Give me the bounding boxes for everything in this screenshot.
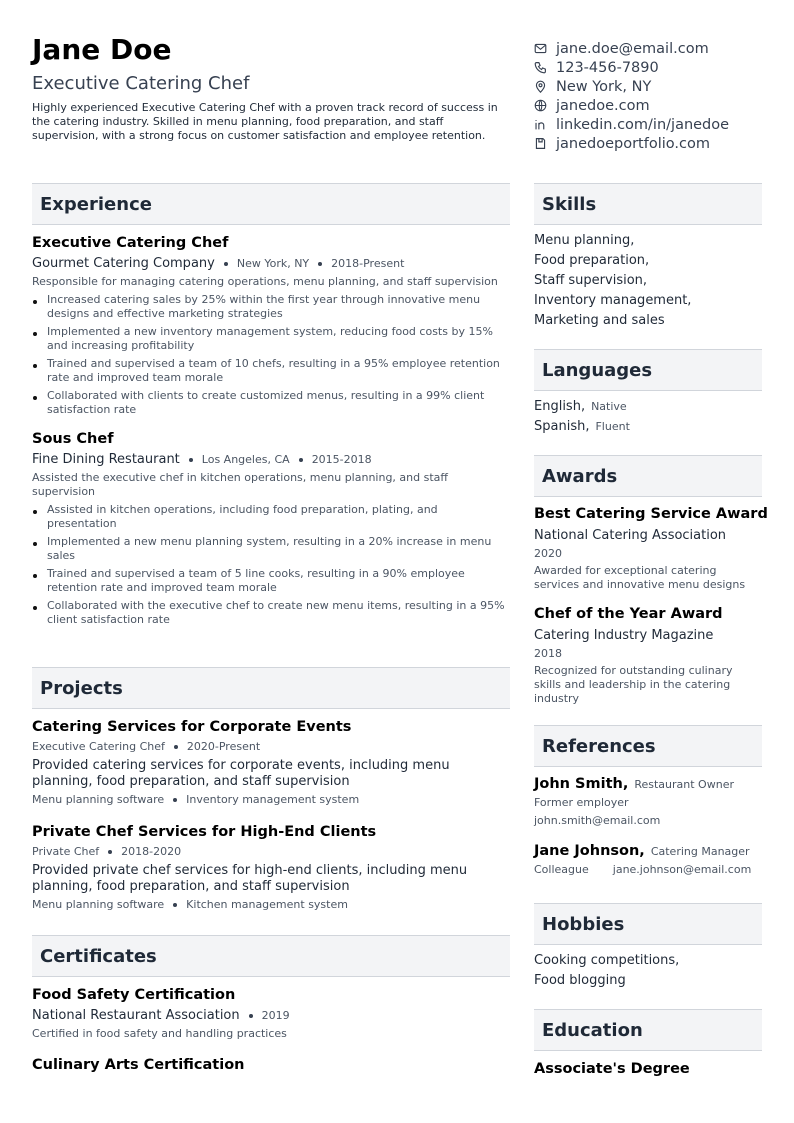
- certificate-year: 2019: [261, 1009, 290, 1022]
- reference-line: [534, 776, 762, 792]
- location-pin-icon: [534, 80, 547, 93]
- certificates-header: [32, 935, 510, 977]
- experience-item: [32, 234, 510, 417]
- certificate-issuer: National Restaurant Association: [32, 1008, 240, 1023]
- project-role: Executive Catering Chef: [32, 740, 165, 753]
- skill-item: Food preparation,: [534, 253, 650, 268]
- reference-item: [534, 776, 762, 830]
- project-role: Private Chef: [32, 845, 100, 858]
- projects-section: [32, 667, 510, 913]
- contact-location: [534, 77, 774, 96]
- award-org: National Catering Association: [534, 528, 727, 543]
- reference-relation: Colleague: [534, 863, 589, 876]
- achievement: Implemented a new menu planning system, resulting in a 20% increase in menu sales: [32, 535, 510, 563]
- award-item: [534, 505, 768, 592]
- project-title: Private Chef Services for High-End Clients: [32, 824, 377, 840]
- language-level: Fluent: [595, 420, 630, 433]
- certificate-item: [32, 1056, 510, 1074]
- linkedin-icon: [534, 118, 547, 131]
- portfolio-icon: [534, 137, 547, 150]
- reference-name: John Smith,: [534, 776, 629, 792]
- project-dates: 2018-2020: [121, 845, 182, 858]
- languages-section: [534, 349, 762, 437]
- contact-portfolio-text: janedoeportfolio.com: [556, 135, 710, 152]
- award-title: Chef of the Year Award: [534, 606, 723, 622]
- job-dates: 2018-Present: [331, 257, 405, 270]
- experience-section: [32, 183, 510, 631]
- skill-item: Menu planning,: [534, 233, 635, 248]
- award-description: Awarded for exceptional catering services and innovative menu designs: [534, 564, 746, 591]
- languages-list: [534, 397, 762, 437]
- achievement: Trained and supervised a team of 5 line cooks, resulting in a 90% employee retention rate and improved team morale: [32, 567, 510, 595]
- project-title: Catering Services for Corporate Events: [32, 719, 352, 735]
- project-tools: [32, 897, 510, 913]
- contact-list: [534, 39, 774, 153]
- reference-role: Restaurant Owner: [634, 778, 734, 791]
- reference-name: Jane Johnson,: [534, 843, 645, 859]
- languages-heading: Languages: [542, 359, 653, 381]
- achievement: Collaborated with the executive chef to create new menu items, resulting in a 95% client satisfaction rate: [32, 599, 510, 627]
- reference-item: [534, 843, 762, 879]
- award-item: [534, 605, 762, 706]
- job-meta: [32, 451, 510, 469]
- reference-email[interactable]: john.smith@email.com: [534, 814, 661, 827]
- summary: Highly experienced Executive Catering Chef with a proven track record of success in the catering industry. Skilled in menu planning, food preparation, and staff supervision, with a strong focus on customer satisfaction and employee retention.: [32, 101, 498, 142]
- certificate-meta: [32, 1007, 510, 1025]
- languages-header: [534, 349, 762, 391]
- project-tool: Menu planning software: [32, 898, 165, 911]
- contact-phone-text: 123-456-7890: [556, 59, 659, 76]
- candidate-title: Executive Catering Chef: [32, 73, 250, 94]
- achievement: Trained and supervised a team of 10 chefs, resulting in a 95% employee retention rate and improved team morale: [32, 357, 510, 385]
- reference-email[interactable]: jane.johnson@email.com: [612, 863, 752, 876]
- award-title: Best Catering Service Award: [534, 506, 768, 522]
- job-achievements: [32, 293, 510, 417]
- hobbies-header: [534, 903, 762, 945]
- candidate-name: Jane Doe: [32, 33, 172, 66]
- award-org: Catering Industry Magazine: [534, 628, 714, 643]
- job-meta: [32, 255, 510, 273]
- project-item: [32, 823, 510, 913]
- language-name: Spanish,: [534, 419, 590, 434]
- hobby-item: Cooking competitions,: [534, 953, 680, 968]
- contact-website-text: janedoe.com: [556, 97, 650, 114]
- project-meta: [32, 739, 510, 755]
- achievement: Increased catering sales by 25% within the first year through innovative menu designs and effective marketing strategies: [32, 293, 510, 321]
- achievement: Assisted in kitchen operations, including food preparation, plating, and presentation: [32, 503, 510, 531]
- project-tools: [32, 792, 510, 808]
- education-header: [534, 1009, 762, 1051]
- award-year: 2018: [534, 647, 562, 660]
- hobby-item: Food blogging: [534, 973, 626, 988]
- project-description: Provided catering services for corporate events, including menu planning, food preparation, and staff supervision: [32, 758, 450, 789]
- certificate-title: Culinary Arts Certification: [32, 1057, 245, 1073]
- language-item: [534, 417, 762, 437]
- header: [32, 34, 502, 143]
- project-tool: Kitchen management system: [186, 898, 348, 911]
- skill-item: Marketing and sales: [534, 313, 665, 328]
- language-level: Native: [591, 400, 627, 413]
- job-title: Executive Catering Chef: [32, 235, 229, 251]
- hobbies-section: [534, 903, 762, 991]
- skill-item: Inventory management,: [534, 293, 692, 308]
- project-tool: Inventory management system: [186, 793, 360, 806]
- skill-item: Staff supervision,: [534, 273, 648, 288]
- contact-email-text: jane.doe@email.com: [556, 40, 709, 57]
- projects-heading: Projects: [40, 677, 123, 699]
- language-item: [534, 397, 762, 417]
- experience-item: [32, 430, 510, 627]
- certificate-title: Food Safety Certification: [32, 987, 236, 1003]
- references-header: [534, 725, 762, 767]
- contact-linkedin-text: linkedin.com/in/janedoe: [556, 116, 730, 133]
- job-location: Los Angeles, CA: [201, 453, 290, 466]
- reference-contact: [534, 861, 762, 879]
- awards-section: [534, 455, 768, 706]
- job-description: Responsible for managing catering operations, menu planning, and staff supervision: [32, 275, 498, 288]
- contact-linkedin[interactable]: [534, 115, 774, 134]
- certificate-item: [32, 986, 510, 1041]
- job-achievements: [32, 503, 510, 627]
- project-tool: Menu planning software: [32, 793, 165, 806]
- skills-heading: Skills: [542, 193, 597, 215]
- skills-header: [534, 183, 762, 225]
- job-company: Fine Dining Restaurant: [32, 452, 180, 467]
- projects-header: [32, 667, 510, 709]
- project-meta: [32, 844, 510, 860]
- contact-website[interactable]: [534, 96, 774, 115]
- skills-list: [534, 231, 762, 331]
- achievement: Collaborated with clients to create customized menus, resulting in a 99% client satisfaction rate: [32, 389, 510, 417]
- job-location: New York, NY: [236, 257, 310, 270]
- reference-role: Catering Manager: [650, 845, 750, 858]
- education-degree: Associate's Degree: [534, 1061, 690, 1077]
- education-heading: Education: [542, 1019, 643, 1041]
- contact-phone[interactable]: [534, 58, 774, 77]
- references-heading: References: [542, 735, 656, 757]
- job-dates: 2015-2018: [311, 453, 372, 466]
- contact-location-text: New York, NY: [556, 78, 652, 95]
- project-description: Provided private chef services for high-end clients, including menu planning, food preparation, and staff supervision: [32, 863, 468, 894]
- achievement: Implemented a new inventory management system, reducing food costs by 15% and increasing profitability: [32, 325, 510, 353]
- references-section: [534, 725, 762, 879]
- certificate-description: Certified in food safety and handling practices: [32, 1027, 287, 1040]
- reference-line: [534, 843, 762, 859]
- mail-icon: [534, 42, 547, 55]
- hobbies-heading: Hobbies: [542, 913, 625, 935]
- experience-header: [32, 183, 510, 225]
- award-description: Recognized for outstanding culinary skills and leadership in the catering industry: [534, 664, 733, 705]
- project-item: [32, 718, 510, 808]
- skills-section: [534, 183, 762, 331]
- globe-icon: [534, 99, 547, 112]
- contact-portfolio[interactable]: [534, 134, 774, 153]
- reference-relation: Former employer: [534, 796, 629, 809]
- phone-icon: [534, 61, 547, 74]
- certificates-heading: Certificates: [40, 945, 157, 967]
- certificates-section: [32, 935, 510, 1074]
- job-description: Assisted the executive chef in kitchen operations, menu planning, and staff supervision: [32, 471, 448, 498]
- project-dates: 2020-Present: [186, 740, 261, 753]
- hobbies-list: [534, 951, 762, 991]
- language-name: English,: [534, 399, 586, 414]
- experience-heading: Experience: [40, 193, 152, 215]
- award-year: 2020: [534, 547, 562, 560]
- education-item: [534, 1060, 762, 1078]
- job-company: Gourmet Catering Company: [32, 256, 215, 271]
- awards-heading: Awards: [542, 465, 618, 487]
- awards-header: [534, 455, 762, 497]
- education-section: [534, 1009, 762, 1078]
- contact-email[interactable]: [534, 39, 774, 58]
- job-title: Sous Chef: [32, 431, 114, 447]
